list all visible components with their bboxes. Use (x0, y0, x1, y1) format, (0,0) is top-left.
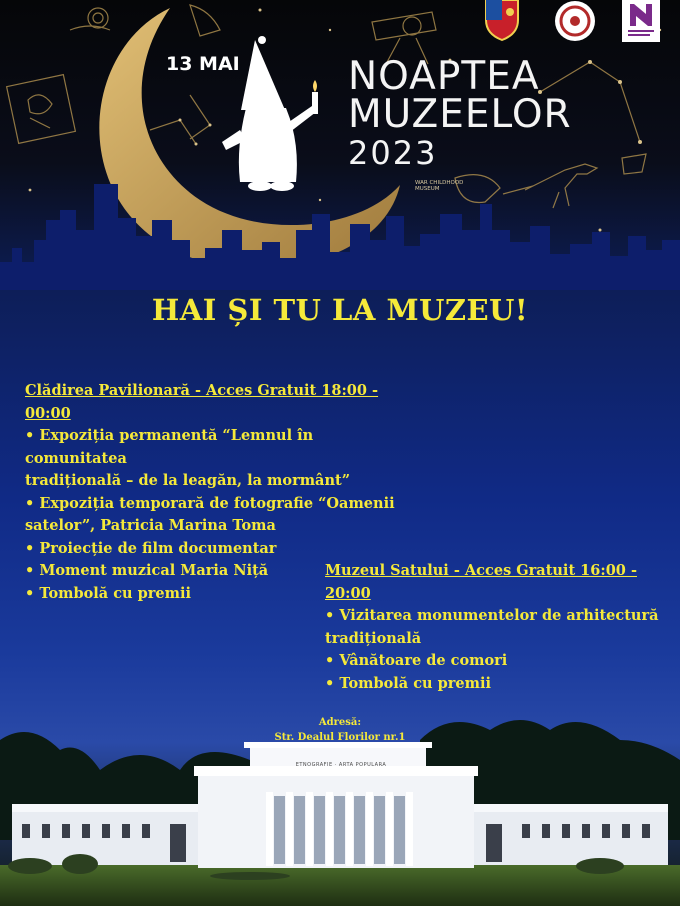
list-item: satelor”, Patricia Marina Toma (25, 517, 276, 534)
list-item: • Tombolă cu premii (325, 674, 491, 692)
title-line-2: MUZEELOR (348, 92, 572, 137)
list-item: • Expoziția temporară de fotografie “Oamenii (25, 494, 395, 512)
event-date: 13 MAI (166, 53, 240, 75)
city-skyline (0, 170, 680, 290)
national-network-logo (622, 0, 660, 42)
address-label: Adresă: (318, 717, 362, 728)
section-village-heading: Muzeul Satului - Acces Gratuit 16:00 - 20:00 (325, 562, 637, 602)
list-item: • Expoziția permanentă “Lemnul în comunitatea (25, 427, 314, 467)
section-pavilion-heading: Clădirea Pavilionară - Acces Gratuit 18:00 - 00:00 (25, 382, 379, 422)
event-title (348, 54, 572, 172)
list-item: tradițională – de la leagăn, la mormânt” (25, 472, 351, 489)
facade-inscription: ETNOGRAFIE · ARTA POPULARA (295, 762, 387, 768)
war-childhood-museum-logo: WAR CHILDHOOD MUSEUM (415, 180, 464, 192)
list-item: • Vizitarea monumentelor de arhitectură (325, 607, 659, 624)
museum-round-logo (546, 0, 604, 42)
address-block (0, 715, 680, 745)
headline: HAI ȘI TU LA MUZEU! (151, 293, 529, 327)
list-item: • Vânătoare de comori (325, 652, 508, 669)
list-item: • Tombolă cu premii (25, 584, 191, 602)
list-item: • Proiecție de film documentar (25, 539, 277, 557)
event-year: 2023 (348, 134, 438, 172)
address-text: Str. Dealul Florilor nr.1 (274, 732, 406, 743)
list-item: tradițională (325, 629, 422, 647)
partner-logos (480, 0, 680, 42)
list-item: • Moment muzical Maria Niță (25, 562, 269, 579)
section-village-museum (325, 560, 665, 695)
title-line-1: NOAPTEA (348, 54, 540, 99)
county-crest-logo (480, 0, 524, 42)
